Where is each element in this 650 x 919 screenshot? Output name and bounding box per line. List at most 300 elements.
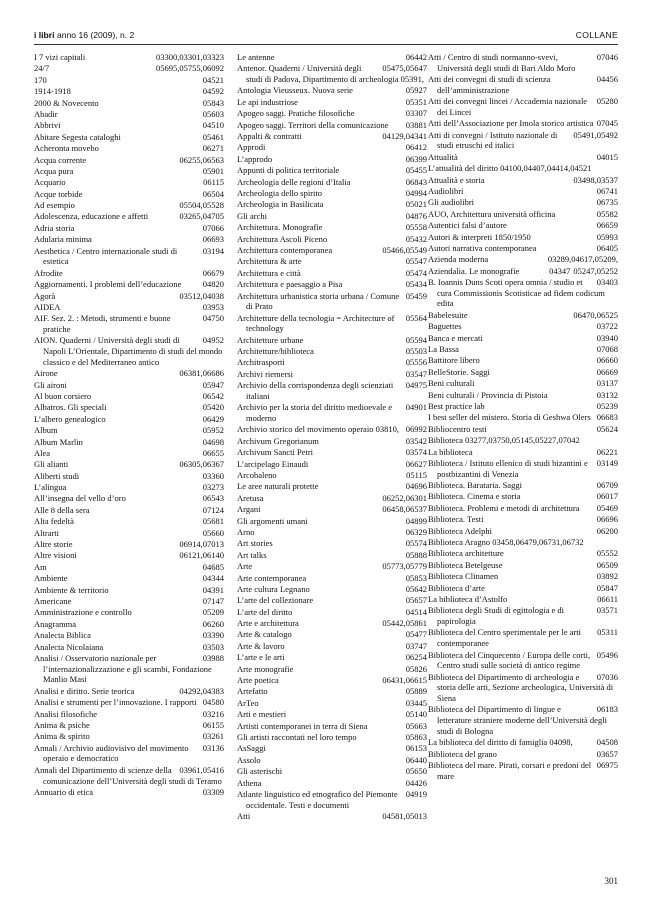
- index-entry: [428, 74, 618, 95]
- entry-record-numbers: 05474: [405, 267, 427, 278]
- index-entry: [428, 186, 618, 197]
- entry-series-title: Anima & spirito: [34, 731, 90, 742]
- entry-record-numbers: 04994: [405, 188, 427, 198]
- entry-record-numbers: 05826: [405, 663, 427, 674]
- index-entry: [237, 154, 427, 165]
- entry-record-numbers: 05461: [202, 131, 224, 142]
- entry-record-numbers: 05657: [405, 595, 427, 606]
- index-entry: [237, 436, 427, 447]
- index-entry: [428, 412, 618, 423]
- entry-record-numbers: 05582: [596, 208, 618, 219]
- index-column-2: [237, 52, 427, 822]
- entry-record-numbers: 06429: [202, 413, 224, 424]
- index-entry: [428, 560, 618, 571]
- entry-series-title: Anagramma: [34, 618, 77, 629]
- entry-series-title: I 7 vizi capitali: [34, 52, 86, 62]
- entry-series-title: Ambiente: [34, 573, 68, 584]
- entry-series-title: Appalti & contratti: [237, 131, 302, 142]
- entry-record-numbers: 03988: [202, 652, 224, 663]
- entry-series-title: BelleStorie. Saggi: [428, 366, 490, 377]
- entry-record-numbers: 05459: [405, 290, 427, 301]
- index-entry: [237, 709, 427, 720]
- entry-record-numbers: 03390: [202, 630, 224, 641]
- index-entry: [34, 63, 224, 74]
- entry-record-numbers: 05558: [405, 222, 427, 233]
- index-entry: [237, 357, 427, 368]
- entry-record-numbers: 03547: [405, 368, 427, 379]
- entry-record-numbers: 06254: [405, 652, 427, 663]
- entry-record-numbers: 06252,06301: [382, 492, 427, 503]
- entry-record-numbers: 05853: [405, 572, 427, 583]
- entry-record-numbers: 06255,06563: [179, 154, 224, 165]
- header-divider: [34, 44, 618, 45]
- entry-record-numbers: 03961,05416: [179, 764, 224, 775]
- entry-record-numbers: 07036: [596, 671, 618, 682]
- entry-record-numbers: 04685: [202, 561, 224, 572]
- index-entry: [428, 277, 618, 309]
- index-entry: [34, 516, 224, 527]
- entry-record-numbers: 06843: [405, 176, 427, 187]
- index-entry: [34, 143, 224, 154]
- entry-series-title: Gli archi: [237, 210, 267, 221]
- entry-series-title: Athena: [237, 777, 262, 788]
- entry-record-numbers: 06183: [596, 704, 618, 715]
- index-entry: [428, 344, 618, 355]
- entry-record-numbers: 06470,06525: [573, 309, 618, 320]
- index-entry: [428, 367, 618, 378]
- entry-series-title: Arte poetica: [237, 675, 279, 686]
- entry-series-title: AION. Quaderni / Università degli studi di Napoli L’Orientale, Dipartimento di studi del mondo classico e del Mediterraneo antico: [34, 335, 223, 367]
- entry-series-title: Autentici falsi d’autore: [428, 220, 507, 231]
- entry-series-title: Appunti di politica territoriale: [237, 165, 340, 176]
- index-entry: [428, 321, 618, 332]
- entry-series-title: Architettura contemporanea: [237, 244, 333, 255]
- index-entry: [237, 222, 427, 233]
- entry-record-numbers: 06611: [597, 593, 618, 604]
- entry-series-title: La biblioteca d’Astolfo: [428, 593, 508, 604]
- index-entry: [34, 279, 224, 290]
- index-entry: [237, 108, 427, 119]
- entry-record-numbers: 06271: [202, 143, 224, 154]
- entry-series-title: Le api industriose: [237, 96, 298, 107]
- entry-record-numbers: 05847: [596, 582, 618, 593]
- entry-record-numbers: 05140: [405, 709, 427, 720]
- entry-series-title: 170: [34, 74, 47, 85]
- entry-record-numbers: 06735: [596, 197, 618, 208]
- index-entry: [428, 254, 618, 265]
- entry-series-title: Arte e architettura: [237, 618, 299, 629]
- entry-series-title: Beni culturali: [428, 378, 475, 389]
- index-entry: [34, 200, 224, 211]
- entry-record-numbers: 06543: [202, 493, 224, 504]
- entry-series-title: ArTeo: [237, 697, 259, 708]
- entry-record-numbers: 05574: [405, 538, 427, 549]
- index-entry: [34, 731, 224, 742]
- entry-record-numbers: 05547: [405, 256, 427, 267]
- index-entry: [237, 504, 427, 515]
- index-entry: [237, 607, 427, 618]
- entry-series-title: Al buon corsiero: [34, 390, 92, 401]
- index-entry: [34, 619, 224, 630]
- index-entry: [34, 743, 224, 764]
- index-entry: [237, 675, 427, 686]
- entry-record-numbers: 06509: [596, 559, 618, 570]
- entry-record-numbers: 05491,05492: [573, 129, 618, 140]
- entry-series-title: Analecta Nicolaiana: [34, 641, 104, 652]
- entry-series-title: Archivio storico del movimento operaio 03810,: [237, 424, 399, 435]
- entry-record-numbers: 05863: [405, 732, 427, 742]
- index-entry: [34, 607, 224, 618]
- index-entry: [428, 571, 618, 582]
- entry-record-numbers: 06627: [405, 458, 427, 469]
- entry-record-numbers: 06405: [596, 242, 618, 253]
- index-entry: [34, 686, 224, 697]
- index-entry: [237, 268, 427, 279]
- entry-series-title: Atti / Centro di studi normanno-svevi, Università degli studi di Bari Aldo Moro: [428, 52, 576, 73]
- entry-record-numbers: 05642: [405, 583, 427, 594]
- entry-series-title: Biblioteca Betelgeuse: [428, 559, 503, 570]
- entry-record-numbers: 05021: [405, 199, 427, 210]
- entry-record-numbers: 03216: [202, 708, 224, 719]
- index-entry: [237, 755, 427, 766]
- entry-series-title: Arte contemporanea: [237, 572, 307, 583]
- entry-series-title: Annali / Archivio audiovisivo del movimento operaio e democratico: [34, 742, 189, 764]
- entry-record-numbers: 06431,06615: [382, 675, 427, 686]
- entry-record-numbers: 06696: [596, 514, 618, 525]
- index-entry: [428, 310, 618, 321]
- index-entry: [34, 787, 224, 798]
- section-title: COLLANE: [575, 30, 618, 40]
- index-column-1: [34, 52, 224, 798]
- index-entry: [237, 732, 427, 743]
- running-header: [34, 28, 618, 44]
- entry-series-title: Altre visioni: [34, 550, 77, 561]
- entry-series-title: L’arte del diritto: [237, 606, 293, 617]
- index-entry: [428, 152, 618, 163]
- entry-series-title: Atti dei convegni di studi di scienza dell’amministrazione: [428, 74, 551, 95]
- index-entry: [237, 573, 427, 584]
- entry-record-numbers: 05952: [202, 425, 224, 436]
- index-entry: [428, 333, 618, 344]
- index-entry: [237, 595, 427, 606]
- entry-series-title: Atti di convegni / Istituto nazionale di studi etruschi ed italici: [428, 129, 558, 151]
- index-entry: [428, 672, 618, 704]
- index-entry: [428, 491, 618, 502]
- entry-record-numbers: 06542: [202, 390, 224, 401]
- index-entry: [428, 96, 618, 117]
- entry-series-title: Attualità e storia: [428, 174, 485, 185]
- entry-record-numbers: 06329: [405, 526, 427, 537]
- index-entry: [428, 737, 618, 748]
- entry-record-numbers: 03512,04038: [179, 290, 224, 301]
- entry-series-title: Archivum Sancti Petri: [237, 447, 314, 458]
- entry-record-numbers: 03940: [596, 332, 618, 343]
- index-entry: [237, 516, 427, 527]
- entry-series-title: La biblioteca del diritto di famiglia 04098,: [428, 737, 573, 748]
- entry-series-title: Aliberti studi: [34, 470, 80, 481]
- index-entry: [34, 291, 224, 302]
- entry-series-title: Archivio per la storia del diritto medioevale e moderno: [237, 402, 393, 424]
- entry-series-title: Best practice lab: [428, 400, 485, 411]
- index-entry: [237, 629, 427, 640]
- entry-record-numbers: 06115: [203, 177, 224, 188]
- entry-series-title: Biblioteca. Testi: [428, 514, 484, 525]
- entry-series-title: Architettura Ascoli Piceno: [237, 233, 328, 244]
- index-entry: [34, 437, 224, 448]
- entry-series-title: Alle 8 della sera: [34, 504, 90, 515]
- index-entry: [34, 596, 224, 607]
- entry-series-title: Adolescenza, educazione e affetti: [34, 211, 149, 222]
- entry-record-numbers: 04975: [405, 380, 427, 391]
- index-entry: [34, 177, 224, 188]
- entry-series-title: Gli aironi: [34, 379, 67, 390]
- entry-record-numbers: 03953: [202, 301, 224, 312]
- entry-record-numbers: 05695,05755,06092: [156, 63, 224, 74]
- entry-record-numbers: 06221: [596, 446, 618, 457]
- index-entry: [428, 243, 618, 254]
- entry-record-numbers: 05209: [202, 607, 224, 618]
- entry-series-title: Banca e mercati: [428, 332, 483, 343]
- entry-series-title: Arti e mestieri: [237, 709, 287, 720]
- entry-series-title: Biblioteca Clinamen: [428, 571, 499, 582]
- entry-record-numbers: 07147: [202, 596, 224, 606]
- entry-record-numbers: 05466,05549: [382, 244, 427, 255]
- index-entry: [34, 459, 224, 470]
- entry-record-numbers: 04899: [405, 515, 427, 526]
- entry-record-numbers: 03657: [596, 748, 618, 759]
- entry-series-title: Architetture urbane: [237, 334, 304, 345]
- entry-record-numbers: 05239: [596, 400, 618, 411]
- entry-series-title: Annali del Dipartimento di scienze della comunicazione dell’Università degli studi di Teramo: [34, 764, 222, 786]
- entry-series-title: Assolo: [237, 754, 261, 765]
- entry-series-title: Atti: [237, 811, 251, 822]
- entry-record-numbers: 06679: [202, 267, 224, 278]
- index-entry: [428, 537, 618, 548]
- entry-series-title: Archivi riemersi: [237, 368, 293, 379]
- entry-series-title: Ad esempio: [34, 200, 75, 211]
- entry-record-numbers: 06381,06686: [179, 368, 224, 379]
- entry-series-title: Antologia Vieusseux. Nuova serie: [237, 85, 353, 96]
- entry-record-numbers: 03132: [596, 389, 618, 400]
- entry-series-title: Gli alianti: [34, 459, 69, 470]
- entry-series-title: Airone: [34, 368, 58, 379]
- entry-record-numbers: 06440: [405, 754, 427, 765]
- entry-record-numbers: 06914,07013: [179, 539, 224, 550]
- index-entry: [428, 197, 618, 208]
- entry-series-title: Biblioteca Aragno 03458,06479,06731,06732: [428, 536, 584, 547]
- entry-record-numbers: 05442,05861: [382, 618, 427, 629]
- entry-record-numbers: 04292,04383: [179, 685, 224, 696]
- entry-series-title: Biblioteca architetture: [428, 548, 504, 559]
- index-entry: [237, 584, 427, 595]
- entry-series-title: Biblioteca del Dipartimento di lingue e letterature straniere moderne dell’Università degli studi di Bologna: [428, 704, 607, 736]
- entry-series-title: Biblioteca / Istituto ellenico di studi bizantini e postbizantini di Venezia: [428, 457, 588, 479]
- index-entry: [34, 642, 224, 653]
- entry-series-title: Afrodite: [34, 267, 63, 278]
- entry-series-title: Audiolibri: [428, 185, 464, 196]
- entry-record-numbers: 03571: [596, 605, 618, 616]
- entry-series-title: L’arcipelago Einaudi: [237, 458, 309, 469]
- index-entry: [34, 482, 224, 493]
- index-entry: [34, 98, 224, 109]
- index-entry: [34, 471, 224, 482]
- entry-record-numbers: 05475,05647: [382, 63, 427, 74]
- entry-series-title: Bibliocentro testi: [428, 423, 487, 434]
- entry-series-title: Aziendalia. Le monografie: [428, 265, 520, 276]
- entry-series-title: 1914-1918: [34, 86, 71, 97]
- entry-series-title: Acque torbide: [34, 188, 83, 199]
- entry-series-title: L’alingua: [34, 482, 67, 493]
- entry-series-title: Arte & catalogo: [237, 629, 292, 640]
- index-entry: [428, 514, 618, 525]
- entry-record-numbers: 05455: [405, 165, 427, 176]
- index-entry: [428, 220, 618, 231]
- entry-series-title: L’attualità del diritto 04100,04407,04414,04521: [428, 163, 592, 174]
- entry-record-numbers: 06659: [596, 220, 618, 231]
- index-entry: [237, 120, 427, 131]
- entry-series-title: Alea: [34, 447, 51, 458]
- entry-series-title: Analisi filosofiche: [34, 708, 98, 719]
- entry-record-numbers: 05434: [405, 279, 427, 290]
- index-entry: [34, 335, 224, 367]
- entry-record-numbers: 06693: [202, 234, 224, 245]
- index-entry: [428, 266, 618, 277]
- index-entry: [237, 721, 427, 732]
- entry-record-numbers: 06504: [202, 188, 224, 199]
- entry-record-numbers: 06017: [596, 491, 618, 502]
- entry-record-numbers: 03498,03537: [573, 174, 618, 185]
- entry-record-numbers: 06200: [596, 525, 618, 536]
- index-entry: [34, 493, 224, 504]
- entry-series-title: La Bassa: [428, 344, 459, 355]
- entry-series-title: Ambiente & territorio: [34, 584, 109, 595]
- index-entry: [428, 52, 618, 73]
- entry-series-title: Acqua pura: [34, 165, 74, 176]
- entry-record-numbers: 04952: [202, 335, 224, 346]
- entry-series-title: Gli argomenti umani: [237, 515, 308, 526]
- index-entry: [34, 697, 224, 708]
- entry-series-title: Archeologia dello spirito: [237, 188, 322, 198]
- entry-record-numbers: 06660: [596, 355, 618, 366]
- index-entry: [237, 369, 427, 380]
- entry-record-numbers: 07124: [202, 504, 224, 515]
- index-entry: [34, 765, 224, 786]
- entry-record-numbers: 05681: [202, 516, 224, 527]
- index-entry: [34, 402, 224, 413]
- entry-record-numbers: 04514: [405, 606, 427, 617]
- index-entry: [237, 142, 427, 153]
- index-entry: [34, 528, 224, 539]
- entry-record-numbers: 03289,04617,05209,: [547, 254, 618, 265]
- entry-record-numbers: 05503: [405, 346, 427, 357]
- index-entry: [34, 380, 224, 391]
- entry-series-title: AIF. Sez. 2. : Metodi, strumenti e buone pratiche: [34, 313, 171, 334]
- index-entry: [34, 52, 224, 63]
- index-entry: [428, 548, 618, 559]
- entry-series-title: Agorà: [34, 290, 56, 301]
- index-entry: [237, 380, 427, 401]
- entry-record-numbers: 06399: [405, 153, 427, 164]
- entry-series-title: Antenor. Quaderni / Università degli studi di Padova, Dipartimento di archeologia 05391,: [237, 63, 424, 85]
- index-entry: [237, 743, 427, 754]
- entry-series-title: Analecta Biblica: [34, 630, 91, 641]
- entry-record-numbers: 05556: [405, 357, 427, 368]
- index-entry: [428, 594, 618, 605]
- entry-record-numbers: 03881: [405, 119, 427, 130]
- entry-record-numbers: 04820: [202, 279, 224, 290]
- index-entry: [34, 573, 224, 584]
- index-entry: [34, 425, 224, 436]
- index-entry: [428, 627, 618, 648]
- index-entry: [34, 120, 224, 131]
- index-entry: [237, 424, 427, 435]
- index-entry: [237, 131, 427, 142]
- entry-record-numbers: 04129,04341: [382, 131, 427, 142]
- index-entry: [34, 189, 224, 200]
- entry-record-numbers: 03261: [202, 731, 224, 742]
- entry-record-numbers: 05993: [596, 231, 618, 242]
- entry-series-title: Analisi / Osservatorio nazionale per l’internazionalizzazione e gli scambi, Fondazione Manlio Masi: [34, 652, 212, 685]
- index-entry: [34, 86, 224, 97]
- entry-series-title: Le aree naturali protette: [237, 481, 319, 492]
- index-entry: [237, 335, 427, 346]
- entry-series-title: Artefatto: [237, 686, 268, 697]
- index-entry: [237, 789, 427, 810]
- entry-series-title: Arte cultura Legnano: [237, 583, 310, 594]
- entry-series-title: Autori & interpreti 1850/1950: [428, 231, 531, 242]
- index-entry: [237, 550, 427, 561]
- entry-series-title: Biblioteca del mare. Pirati, corsari e predoni del mare: [428, 759, 592, 781]
- index-entry: [428, 424, 618, 435]
- index-entry: [237, 279, 427, 290]
- entry-record-numbers: 03403: [596, 277, 618, 288]
- entry-record-numbers: 06442: [405, 52, 427, 62]
- entry-series-title: Arcobaleno: [237, 470, 277, 481]
- entry-series-title: Gli audiolibri: [428, 197, 475, 208]
- entry-series-title: Acheronta movebo: [34, 143, 99, 154]
- entry-series-title: Archeologia in Basilicata: [237, 199, 324, 210]
- entry-series-title: Architettura & arte: [237, 256, 302, 267]
- entry-record-numbers: 04876: [405, 210, 427, 221]
- index-entry: [34, 414, 224, 425]
- entry-series-title: I best seller del mistero. Storia di Geshwa Olers: [428, 412, 591, 423]
- entry-series-title: AIDEA: [34, 301, 61, 312]
- index-entry: [237, 766, 427, 777]
- entry-series-title: Album Marlin: [34, 436, 83, 447]
- entry-series-title: Apogeo saggi. Pratiche filosofiche: [237, 108, 355, 119]
- entry-record-numbers: 05927: [405, 85, 427, 96]
- entry-record-numbers: 06458,06537: [382, 504, 427, 515]
- entry-series-title: Album: [34, 425, 58, 436]
- entry-series-title: Arno: [237, 526, 255, 537]
- entry-record-numbers: 04901: [405, 402, 427, 413]
- entry-series-title: Altrarti: [34, 527, 60, 538]
- index-entry: [428, 583, 618, 594]
- index-entry: [34, 505, 224, 516]
- index-entry: [34, 313, 224, 334]
- entry-record-numbers: 06412: [405, 142, 427, 153]
- entry-series-title: 2000 & Novecento: [34, 97, 99, 108]
- entry-series-title: Americane: [34, 596, 72, 606]
- entry-record-numbers: 05432: [405, 233, 427, 244]
- index-entry: [428, 209, 618, 220]
- entry-series-title: 24/7: [34, 63, 50, 74]
- entry-series-title: Babelesuite: [428, 309, 468, 320]
- entry-record-numbers: 07045: [596, 118, 618, 129]
- entry-series-title: AUO, Architettura università officina: [428, 208, 556, 219]
- entry-record-numbers: 05504,05528: [179, 200, 224, 211]
- entry-record-numbers: 05351: [405, 96, 427, 107]
